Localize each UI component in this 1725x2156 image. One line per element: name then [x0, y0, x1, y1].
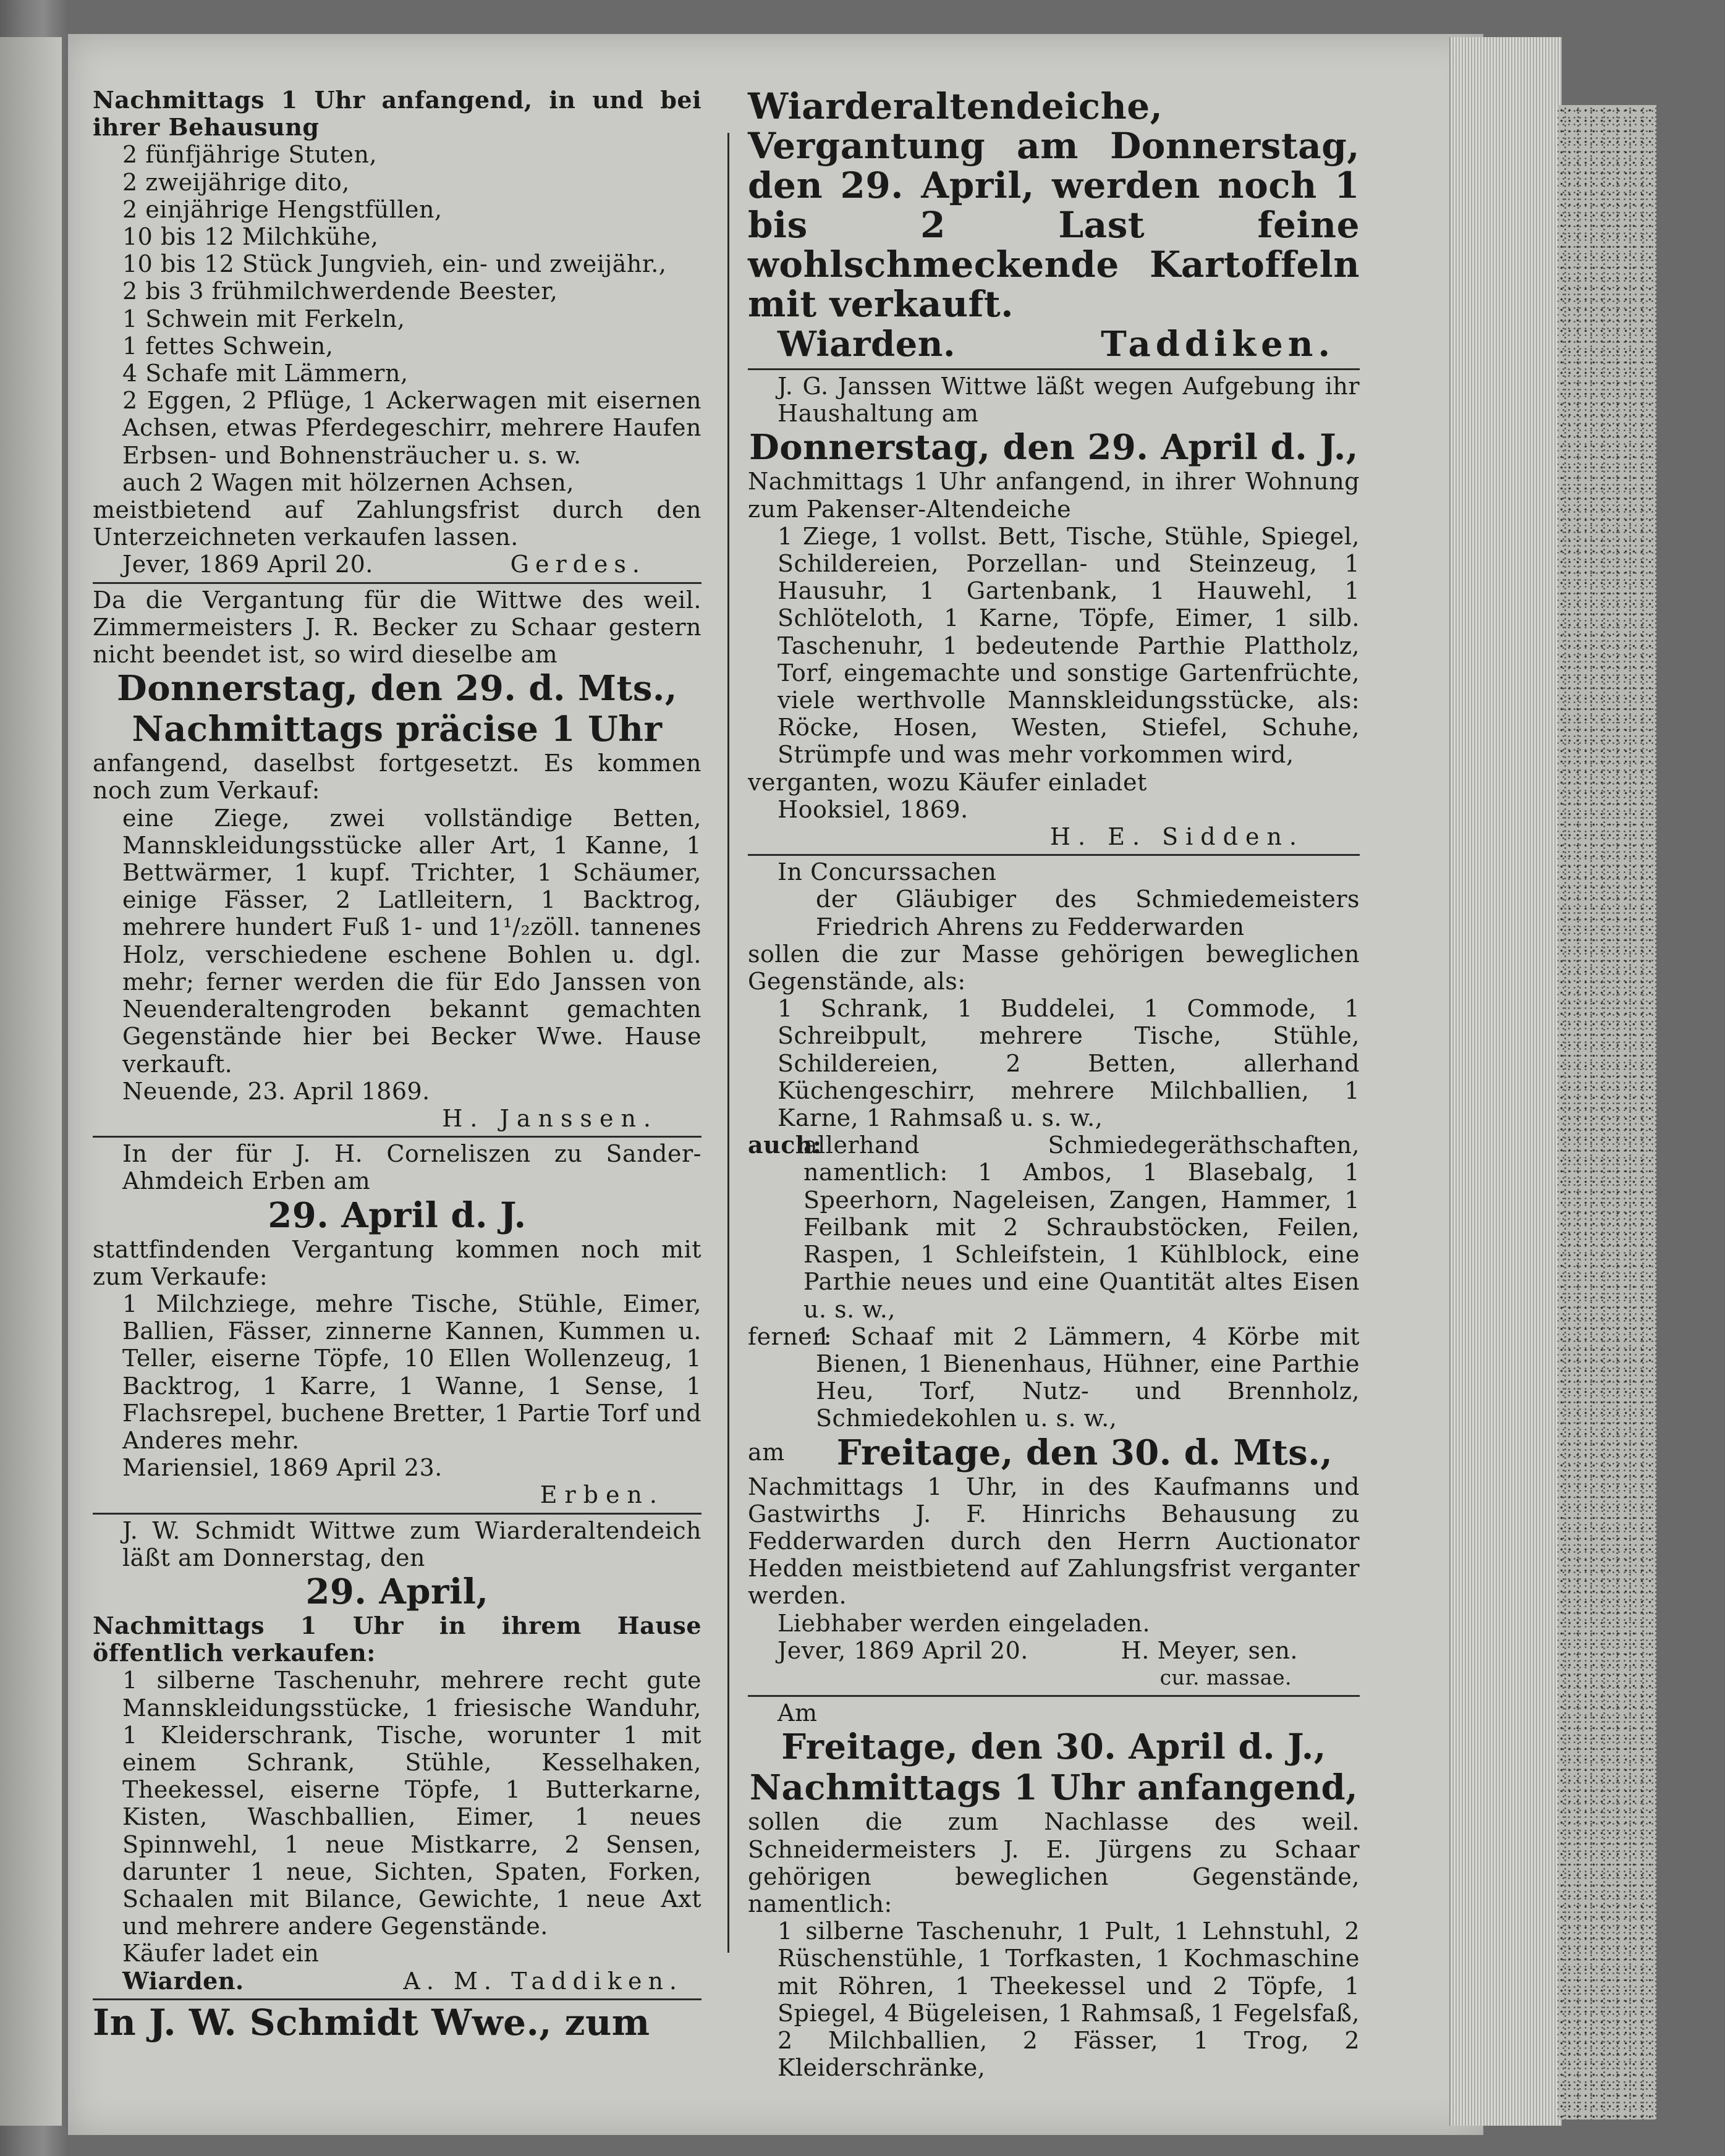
ad-buyers: Käufer ladet ein — [122, 1940, 320, 1968]
left-column — [93, 87, 701, 2042]
ad-headline: Donnerstag, den 29. d. Mts., — [117, 668, 677, 709]
ad-intro: In der für J. H. Corneliszen zu Sander-Ahmdeich Erben am — [122, 1140, 701, 1195]
ad-headline: Freitage, den 30. April d. J., — [781, 1727, 1326, 1768]
ad-items: eine Ziege, zwei vollständige Betten, Mannskleidungsstücke aller Art, 1 Kanne, 1 Bettwärmer, 1 kupf. Trichter, 1 Schäumer, einige Fässer, 2 Latlleitern, 1 Backtrog, mehrere hundert Fuß 1- und 1¹/₂zöll. tannenes Holz, verschiedene eschene Bohlen u. dgl. mehr; ferner werden die für Edo Janssen von Neuenderaltengroden bekannt gemachten Gegenstände hier bei Becker Wwe. Hause verkauft. — [122, 804, 701, 1078]
ad-item: 1 fettes Schwein, — [122, 332, 334, 360]
ad-separator — [93, 1513, 701, 1515]
ad-signature: Gerdes. — [510, 551, 646, 578]
ad-body: Nachmittags 1 Uhr anfangend, in ihrer Wohnung zum Pakenser-Altendeiche — [748, 468, 1360, 523]
speckled-book-edge — [1558, 105, 1656, 2120]
ad-item: 10 bis 12 Stück Jungvieh, ein- und zweijähr., — [122, 250, 667, 278]
ad-items: 1 Schrank, 1 Buddelei, 1 Commode, 1 Schreibpult, mehrere Tische, Stühle, Schildereien, 2 Betten, allerhand Küchengeschirr, mehrere Milchballien, 1 Karne, 1 Rahmsaß u. s. w., — [778, 995, 1360, 1132]
ad-items: 1 silberne Taschenuhr, mehrere recht gute Mannskleidungsstücke, 1 friesische Wanduhr, 1 Kleiderschrank, Tische, worunter 1 mit einem Schrank, Stühle, Kesselhaken, Theekessel, eiserne Töpfe, 1 Butterkarne, Kisten, Waschballien, Eimer, 1 neues Spinnwehl, 1 neue Mistkarre, 2 Sensen, darunter 1 neue, Sichten, Spaten, Forken, Schaalen mit Bilance, Gewichte, 1 neue Axt und mehrere andere Gegenstände. — [122, 1667, 701, 1940]
ad-items: 1 Ziege, 1 vollst. Bett, Tische, Stühle, Spiegel, Schildereien, Porzellan- und Steinzeug, 1 Hausuhr, 1 Gartenbank, 1 Hauwehl, 1 Schlöteloth, 1 Karne, Töpfe, Eimer, 1 silb. Taschenuhr, 1 bedeutende Parthie Plattholz, Torf, eingemachte und sonstige Gartenfrüchte, viele werthvolle Mannskleidungsstücke, als: Röcke, Hosen, Westen, Stiefel, Schuhe, Strümpfe und was mehr vorkommen wird, — [778, 522, 1360, 769]
ad-intro: In Concurssachen — [778, 858, 997, 886]
ad-schmidt — [93, 1517, 701, 1995]
ad-item: auch 2 Wagen mit hölzernen Achsen, — [122, 468, 574, 496]
ad-headline: Donnerstag, den 29. April d. J., — [749, 427, 1358, 468]
ad-taddiken — [748, 87, 1360, 365]
ad-intro: Am — [778, 1699, 818, 1727]
ad-item: 1 Schwein mit Ferkeln, — [122, 305, 405, 332]
ad-janssen-wittwe — [748, 373, 1360, 850]
ad-headline: 29. April, — [305, 1571, 489, 1612]
ad-body: verganten, wozu Käufer einladet — [748, 768, 1147, 796]
ad-gerdes — [93, 87, 701, 578]
ad-body: Nachmittags 1 Uhr in ihrem Hause öffentlich verkaufen: — [93, 1611, 701, 1667]
ad-signature: H. Janssen. — [442, 1104, 658, 1132]
ad-intro: der Gläubiger des Schmiedemeisters Friedrich Ahrens zu Fedderwarden — [816, 886, 1360, 941]
ad-separator — [93, 582, 701, 584]
ad-place-date: Neuende, 23. April 1869. — [122, 1077, 430, 1105]
ad-items: 1 Milchziege, mehre Tische, Stühle, Eimer, Ballien, Fässer, zinnerne Kannen, Kummen u. Teller, eiserne Töpfe, 10 Ellen Wollenzeug, 1 Backtrog, 1 Karre, 1 Wanne, 1 Sense, 1 Flachsrepel, buchene Bretter, 1 Partie Torf und Anderes mehr. — [122, 1290, 701, 1454]
ad-separator — [93, 1998, 701, 2000]
ad-body: stattfindenden Vergantung kommen noch mit zum Verkaufe: — [93, 1235, 701, 1290]
ad-place-date: Hooksiel, 1869. — [778, 795, 968, 823]
ad-erben — [93, 1140, 701, 1508]
ad-separator — [748, 1695, 1360, 1697]
ad-signature: Taddiken. — [1101, 324, 1335, 365]
ad-headline: Freitage, den 30. d. Mts., — [836, 1432, 1333, 1473]
ad-place: Wiarden. — [122, 1966, 244, 1995]
ad-headline: In J. W. Schmidt Wwe., zum — [93, 2001, 650, 2044]
ad-headline: Nachmittags präcise 1 Uhr — [132, 709, 663, 750]
ad-signature: H. E. Sidden. — [1049, 823, 1304, 851]
ad-headline: Nachmittags 1 Uhr anfangend, — [749, 1767, 1358, 1809]
column-divider — [727, 133, 729, 1953]
ad-intro: J. G. Janssen Wittwe läßt wegen Aufgebung ihr Haushaltung am — [778, 373, 1360, 428]
ad-headline: Wiarderaltendeiche, Vergantung am Donnerstag, den 29. April, werden noch 1 bis 2 Last feine wohlschmeckende Kartoffeln mit verkauft. — [748, 85, 1360, 325]
ad-separator — [748, 854, 1360, 856]
right-column — [748, 87, 1360, 2081]
ad-janssen — [93, 586, 701, 1132]
ad-items: 1 Schaaf mit 2 Lämmern, 4 Körbe mit Bienen, 1 Bienenhaus, Hühner, eine Parthie Heu, Torf, Nutz- und Brennholz, Schmiedekohlen u. s. w., — [816, 1322, 1360, 1432]
ad-concurs — [748, 858, 1360, 1691]
ad-items: allerhand Schmiedegeräthschaften, namentlich: 1 Ambos, 1 Blasebalg, 1 Speerhorn, Nageleisen, Zangen, Hammer, 1 Feilbank mit 2 Schraubstöcken, Feilen, Raspen, 1 Schleifstein, 1 Kühlblock, eine Parthie neues und eine Quantität altes Eisen u. s. w., — [803, 1131, 1360, 1323]
ad-item: 2 zweijährige dito, — [122, 168, 350, 196]
ad-signature: H. Meyer, sen. — [1121, 1636, 1298, 1664]
ad-body: meistbietend auf Zahlungsfrist durch den Unterzeichneten verkaufen lassen. — [93, 496, 701, 551]
ad-body: sollen die zur Masse gehörigen beweglichen Gegenstände, als: — [748, 940, 1360, 996]
ad-invite: Liebhaber werden eingeladen. — [778, 1609, 1151, 1637]
ad-label: auch: — [748, 1131, 822, 1159]
left-page-edge — [0, 37, 62, 2126]
ad-place-date: Mariensiel, 1869 April 23. — [122, 1454, 443, 1482]
ad-line: Nachmittags 1 Uhr anfangend, in und bei ihrer Behausung — [93, 86, 701, 142]
ad-body: sollen die zum Nachlasse des weil. Schneidermeisters J. E. Jürgens zu Schaar gehörigen beweglichen Gegenstände, namentlich: — [748, 1808, 1360, 1917]
book-page-edges — [1449, 37, 1562, 2126]
ad-item: 2 Eggen, 2 Pflüge, 1 Ackerwagen mit eisernen Achsen, etwas Pferdegeschirr, mehrere Haufen Erbsen- und Bohnensträucher u. s. w. — [122, 387, 701, 469]
ad-body: anfangend, daselbst fortgesetzt. Es kommen noch zum Verkauf: — [93, 750, 701, 805]
ad-signature: Erben. — [540, 1481, 664, 1509]
ad-item: 4 Schafe mit Lämmern, — [122, 360, 409, 387]
ad-intro: Da die Vergantung für die Wittwe des weil. Zimmermeisters J. R. Becker zu Schaar gestern nicht beendet ist, so wird dieselbe am — [93, 586, 701, 669]
ad-place-date: Jever, 1869 April 20. — [122, 551, 373, 578]
ad-headline: 29. April d. J. — [268, 1194, 527, 1236]
ad-juergens — [748, 1699, 1360, 2081]
ad-item: 2 bis 3 frühmilchwerdende Beester, — [122, 277, 558, 305]
ad-separator — [93, 1136, 701, 1138]
ad-item: 2 einjährige Hengstfüllen, — [122, 195, 443, 223]
ad-place-date: Jever, 1869 April 20. — [778, 1636, 1028, 1664]
ad-intro: J. W. Schmidt Wittwe zum Wiarderaltendeich läßt am Donnerstag, den — [122, 1516, 701, 1571]
ad-item: 2 fünfjährige Stuten, — [122, 141, 378, 169]
ad-items: 1 silberne Taschenuhr, 1 Pult, 1 Lehnstuhl, 2 Rüschenstühle, 1 Torfkasten, 1 Kochmaschine mit Röhren, 1 Theekessel und 2 Töpfe, 1 Spiegel, 4 Bügeleisen, 1 Rahmsaß, 1 Fegelsfaß, 2 Milchballien, 2 Fässer, 1 Trog, 2 Kleiderschränke, — [778, 1917, 1360, 2082]
ad-separator — [748, 368, 1360, 370]
ad-body: Nachmittags 1 Uhr, in des Kaufmanns und Gastwirths J. F. Hinrichs Behausung zu Fedderwarden durch den Herrn Auctionator Hedden meistbietend auf Zahlungsfrist verganter werden. — [748, 1473, 1360, 1610]
ad-signature-note: cur. massae. — [1159, 1665, 1292, 1689]
ad-label: ferner: — [748, 1322, 833, 1350]
ad-item: 10 bis 12 Milchkühe, — [122, 223, 379, 251]
ad-signature: A. M. Taddiken. — [403, 1967, 683, 1995]
ad-place: Wiarden. — [778, 324, 956, 365]
ad-label: am — [748, 1439, 785, 1466]
